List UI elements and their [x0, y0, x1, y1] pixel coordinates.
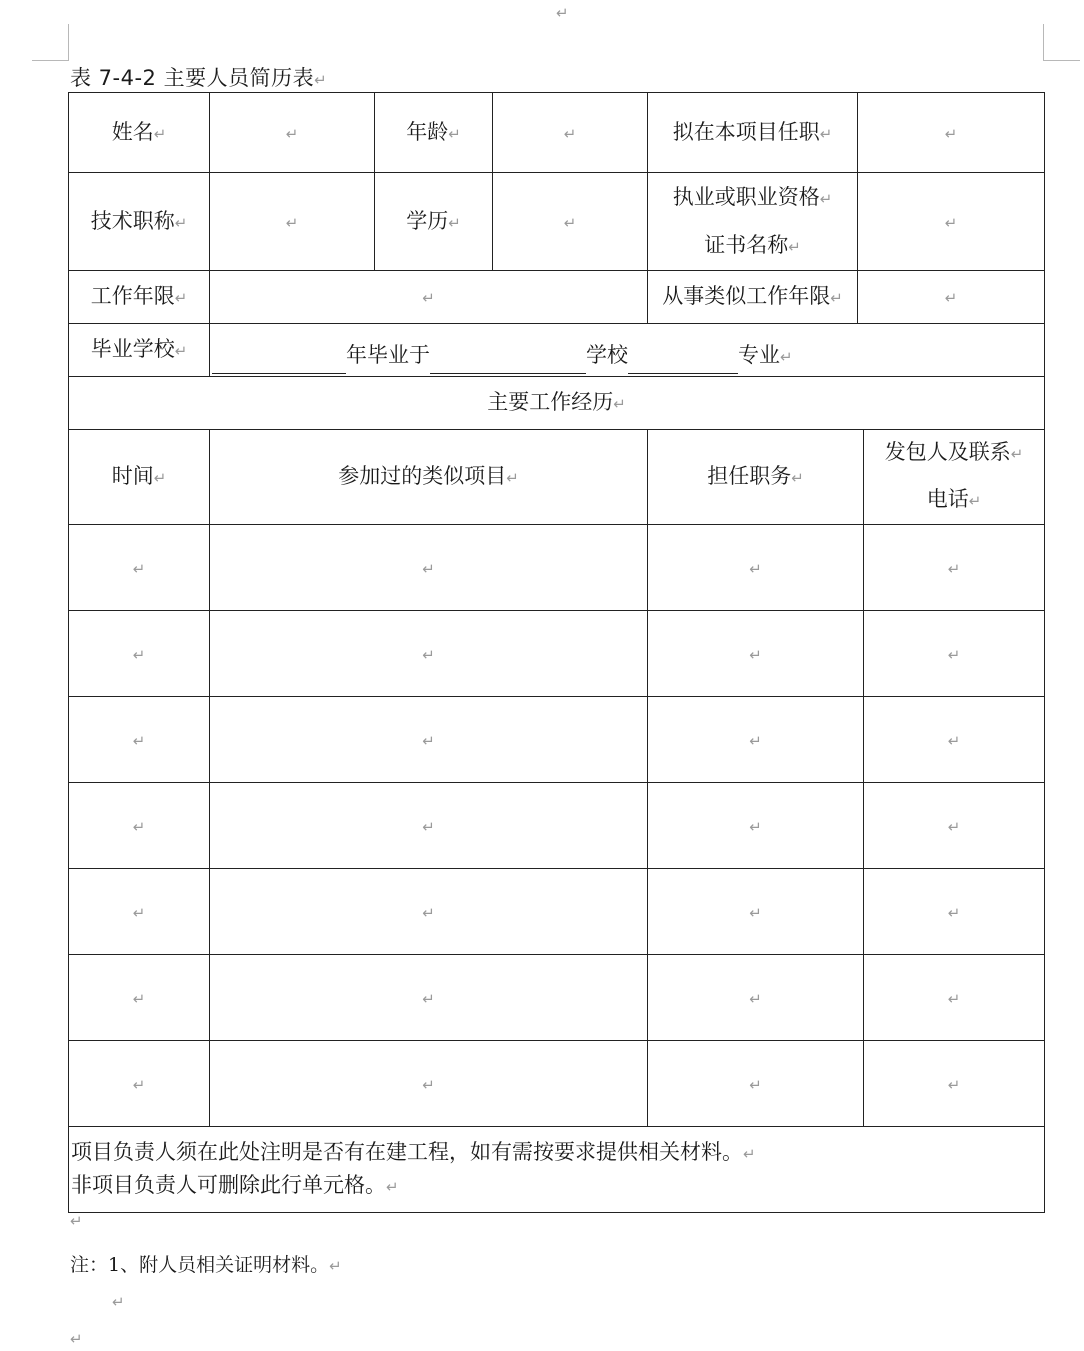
- paragraph-mark: ↵: [947, 817, 961, 836]
- paragraph-mark: ↵: [556, 4, 569, 22]
- exp-time-cell[interactable]: [69, 611, 210, 697]
- paragraph-mark: ↵: [749, 1075, 762, 1094]
- experience-row: [69, 783, 1045, 869]
- exp-role-cell[interactable]: [648, 869, 864, 955]
- school-label-cell: 毕业学校↵: [69, 324, 210, 377]
- paragraph-mark: ↵: [947, 903, 961, 922]
- exp-role-cell[interactable]: [648, 1041, 864, 1127]
- paragraph-mark: ↵: [132, 903, 146, 922]
- paragraph-mark: ↵: [749, 817, 762, 836]
- exp-time-cell[interactable]: [69, 525, 210, 611]
- position-value-cell[interactable]: ↵: [858, 93, 1045, 173]
- experience-row: [69, 611, 1045, 697]
- experience-row: [69, 1041, 1045, 1127]
- paragraph-mark: ↵: [947, 731, 961, 750]
- exp-role-cell[interactable]: [648, 525, 864, 611]
- similar-years-value-cell[interactable]: ↵: [858, 271, 1045, 324]
- paragraph-mark: ↵: [947, 989, 961, 1008]
- certificate-value-cell[interactable]: ↵: [858, 173, 1045, 271]
- col-contact-header: 发包人及联系↵ 电话↵: [864, 430, 1045, 525]
- exp-time-cell[interactable]: [69, 955, 210, 1041]
- table-title[interactable]: 表 7-4-2 主要人员简历表↵: [70, 66, 328, 90]
- paragraph-mark: ↵: [422, 1075, 435, 1094]
- paragraph-mark: ↵: [314, 71, 328, 89]
- exp-project-cell[interactable]: [210, 955, 648, 1041]
- paragraph-mark: ↵: [749, 731, 762, 750]
- paragraph-mark: ↵: [422, 903, 435, 922]
- paragraph-mark: ↵: [422, 559, 435, 578]
- paragraph-mark: ↵: [422, 731, 435, 750]
- exp-time-cell[interactable]: [69, 697, 210, 783]
- paragraph-mark: ↵: [422, 817, 435, 836]
- name-value-cell[interactable]: ↵: [210, 93, 375, 173]
- paragraph-mark: ↵: [422, 645, 435, 664]
- paragraph-mark: ↵: [132, 1075, 146, 1094]
- exp-contact-cell[interactable]: [864, 869, 1045, 955]
- education-label-cell: 学历↵: [375, 173, 493, 271]
- col-role-header: 担任职务↵: [648, 430, 864, 525]
- exp-time-cell[interactable]: [69, 1041, 210, 1127]
- paragraph-mark: ↵: [70, 1330, 83, 1348]
- paragraph-mark: ↵: [132, 645, 146, 664]
- col-projects-header: 参加过的类似项目↵: [210, 430, 648, 525]
- exp-role-cell[interactable]: [648, 783, 864, 869]
- experience-rows: [69, 525, 1045, 1127]
- col-time-header: 时间↵: [69, 430, 210, 525]
- experience-row: [69, 697, 1045, 783]
- paragraph-mark: ↵: [422, 989, 435, 1008]
- tech-title-value-cell[interactable]: ↵: [210, 173, 375, 271]
- experience-header-cell: 主要工作经历↵: [69, 377, 1045, 430]
- exp-time-cell[interactable]: [69, 783, 210, 869]
- exp-project-cell[interactable]: [210, 697, 648, 783]
- similar-years-label-cell: 从事类似工作年限↵: [648, 271, 858, 324]
- exp-role-cell[interactable]: [648, 611, 864, 697]
- school-value-cell[interactable]: 年毕业于 学校 专业↵: [210, 324, 1045, 377]
- basic-info-row-2: [69, 173, 1045, 271]
- paragraph-mark: ↵: [132, 989, 146, 1008]
- exp-time-cell[interactable]: [69, 869, 210, 955]
- grad-year-blank[interactable]: [212, 347, 346, 374]
- school-name-blank[interactable]: [430, 347, 586, 374]
- exp-project-cell[interactable]: [210, 1041, 648, 1127]
- exp-contact-cell[interactable]: [864, 955, 1045, 1041]
- paragraph-mark: ↵: [749, 989, 762, 1008]
- experience-row: [69, 955, 1045, 1041]
- tech-title-label-cell: 技术职称↵: [69, 173, 210, 271]
- basic-info-row-3: [69, 271, 1045, 324]
- bottom-note-row: [69, 1127, 1045, 1213]
- work-years-value-cell[interactable]: ↵: [210, 271, 648, 324]
- experience-columns-row: [69, 430, 1045, 525]
- paragraph-mark: ↵: [749, 559, 762, 578]
- work-years-label-cell: 工作年限↵: [69, 271, 210, 324]
- major-blank[interactable]: [628, 347, 738, 374]
- experience-row: [69, 525, 1045, 611]
- paragraph-mark: ↵: [749, 903, 762, 922]
- experience-row: [69, 869, 1045, 955]
- age-label-cell: 年龄↵: [375, 93, 493, 173]
- paragraph-mark: ↵: [749, 645, 762, 664]
- exp-contact-cell[interactable]: [864, 1041, 1045, 1127]
- paragraph-mark: ↵: [947, 1075, 961, 1094]
- exp-project-cell[interactable]: [210, 611, 648, 697]
- education-value-cell[interactable]: ↵: [493, 173, 648, 271]
- position-label-cell: 拟在本项目任职↵: [648, 93, 858, 173]
- name-label-cell: 姓名↵: [69, 93, 210, 173]
- basic-info-row-1: [69, 93, 1045, 173]
- exp-project-cell[interactable]: [210, 869, 648, 955]
- paragraph-mark: ↵: [132, 817, 146, 836]
- paragraph-mark: ↵: [947, 645, 961, 664]
- exp-project-cell[interactable]: [210, 525, 648, 611]
- paragraph-mark: ↵: [132, 559, 146, 578]
- paragraph-mark: ↵: [112, 1293, 125, 1311]
- experience-header-row: [69, 377, 1045, 430]
- exp-contact-cell[interactable]: [864, 525, 1045, 611]
- paragraph-mark: ↵: [947, 559, 961, 578]
- footnote: 注：1、附人员相关证明材料。↵: [70, 1254, 342, 1276]
- exp-role-cell[interactable]: [648, 955, 864, 1041]
- bottom-note-cell[interactable]: 项目负责人须在此处注明是否有在建工程，如有需按要求提供相关材料。↵ 非项目负责人可删除此行单元格。↵: [69, 1127, 1045, 1213]
- paragraph-mark: ↵: [70, 1212, 83, 1230]
- exp-contact-cell[interactable]: [864, 611, 1045, 697]
- exp-role-cell[interactable]: [648, 697, 864, 783]
- page-corner-top-right: [1043, 24, 1080, 61]
- exp-contact-cell[interactable]: [864, 697, 1045, 783]
- exp-project-cell[interactable]: [210, 783, 648, 869]
- certificate-label-cell: 执业或职业资格↵ 证书名称↵: [648, 173, 858, 271]
- school-row: [69, 324, 1045, 377]
- exp-contact-cell[interactable]: [864, 783, 1045, 869]
- resume-table: [68, 92, 1045, 1213]
- paragraph-mark: ↵: [132, 731, 146, 750]
- page-corner-top-left: [32, 24, 69, 61]
- age-value-cell[interactable]: ↵: [493, 93, 648, 173]
